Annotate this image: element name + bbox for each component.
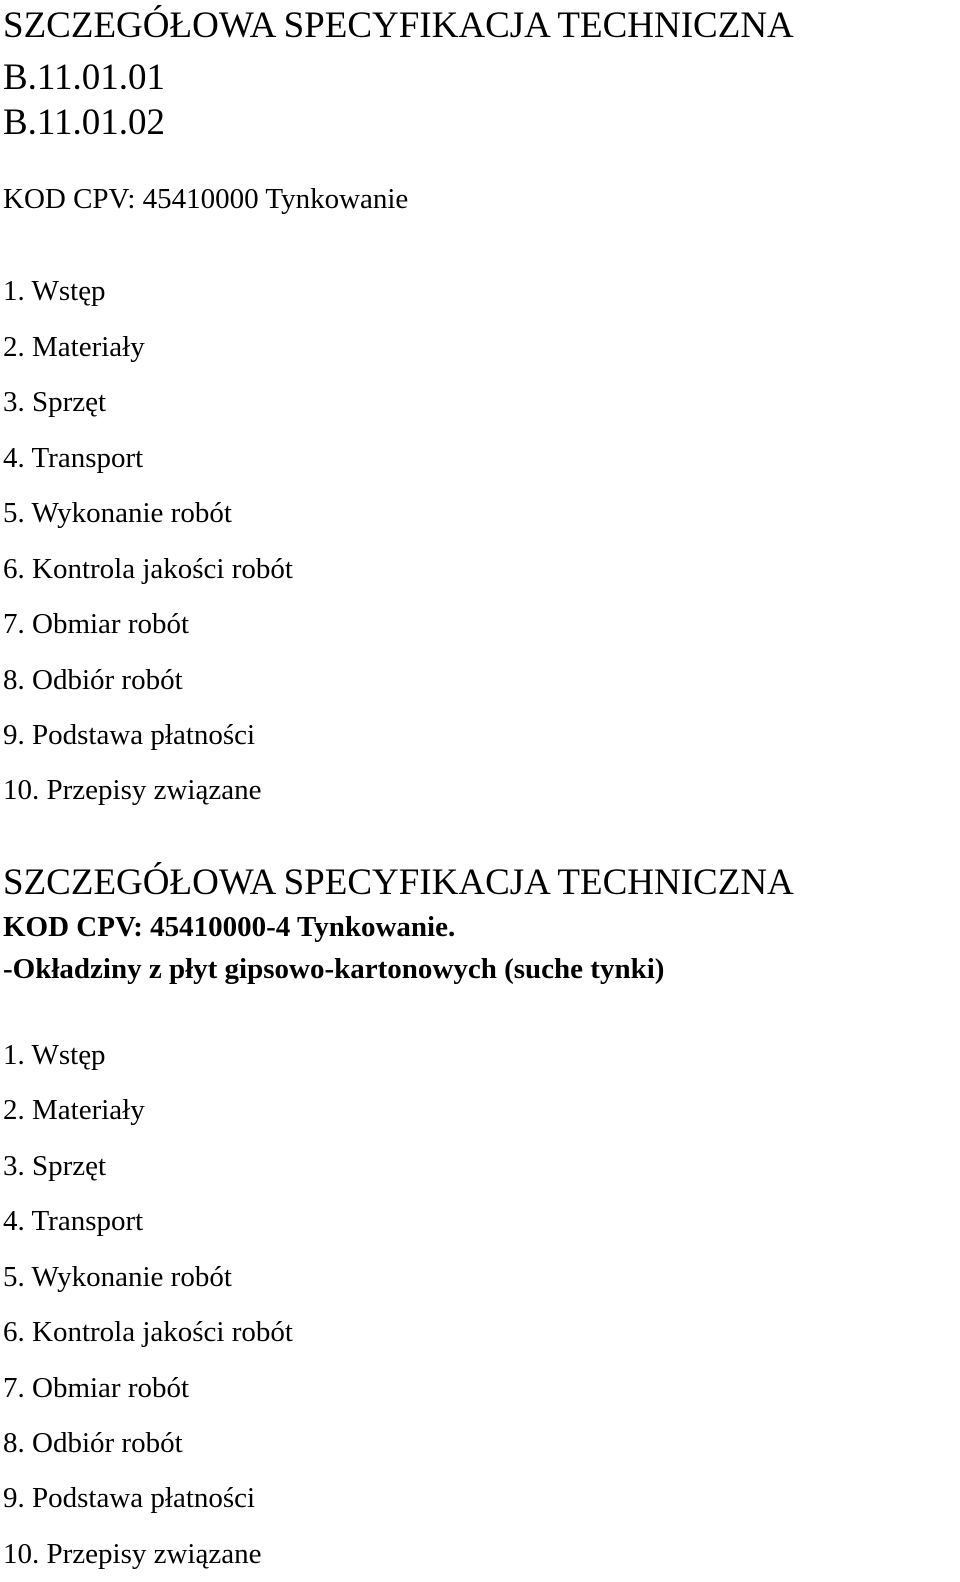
spec-subtitle: -Okładziny z płyt gipsowo-kartonowych (suche tynki): [3, 953, 665, 985]
toc-item: 1. Wstęp: [3, 275, 106, 307]
toc-item: 5. Wykonanie robót: [3, 497, 232, 529]
toc-item: 1. Wstęp: [3, 1039, 106, 1071]
cpv-code: KOD CPV: 45410000 Tynkowanie: [3, 183, 409, 215]
toc-item: 4. Transport: [3, 1205, 144, 1237]
toc-item: 3. Sprzęt: [3, 386, 107, 418]
spec-code: B.11.01.02: [3, 102, 166, 143]
toc-item: 7. Obmiar robót: [3, 1372, 190, 1404]
toc-item: 2. Materiały: [3, 331, 145, 363]
toc-item: 5. Wykonanie robót: [3, 1261, 232, 1293]
toc-item: 8. Odbiór robót: [3, 664, 183, 696]
toc-item: 8. Odbiór robót: [3, 1427, 183, 1459]
toc-item: 2. Materiały: [3, 1094, 145, 1126]
toc-item: 3. Sprzęt: [3, 1150, 107, 1182]
spec-title: SZCZEGÓŁOWA SPECYFIKACJA TECHNICZNA: [3, 5, 794, 46]
spec-code: B.11.01.01: [3, 57, 166, 98]
toc-item: 9. Podstawa płatności: [3, 1482, 256, 1514]
cpv-code: KOD CPV: 45410000-4 Tynkowanie.: [3, 911, 456, 943]
toc-item: 10. Przepisy związane: [3, 1538, 262, 1570]
toc-item: 6. Kontrola jakości robót: [3, 553, 293, 585]
toc-item: 9. Podstawa płatności: [3, 719, 256, 751]
toc-item: 4. Transport: [3, 442, 144, 474]
toc-item: 10. Przepisy związane: [3, 774, 262, 806]
toc-item: 6. Kontrola jakości robót: [3, 1316, 293, 1348]
spec-title: SZCZEGÓŁOWA SPECYFIKACJA TECHNICZNA: [3, 862, 794, 903]
toc-item: 7. Obmiar robót: [3, 608, 190, 640]
